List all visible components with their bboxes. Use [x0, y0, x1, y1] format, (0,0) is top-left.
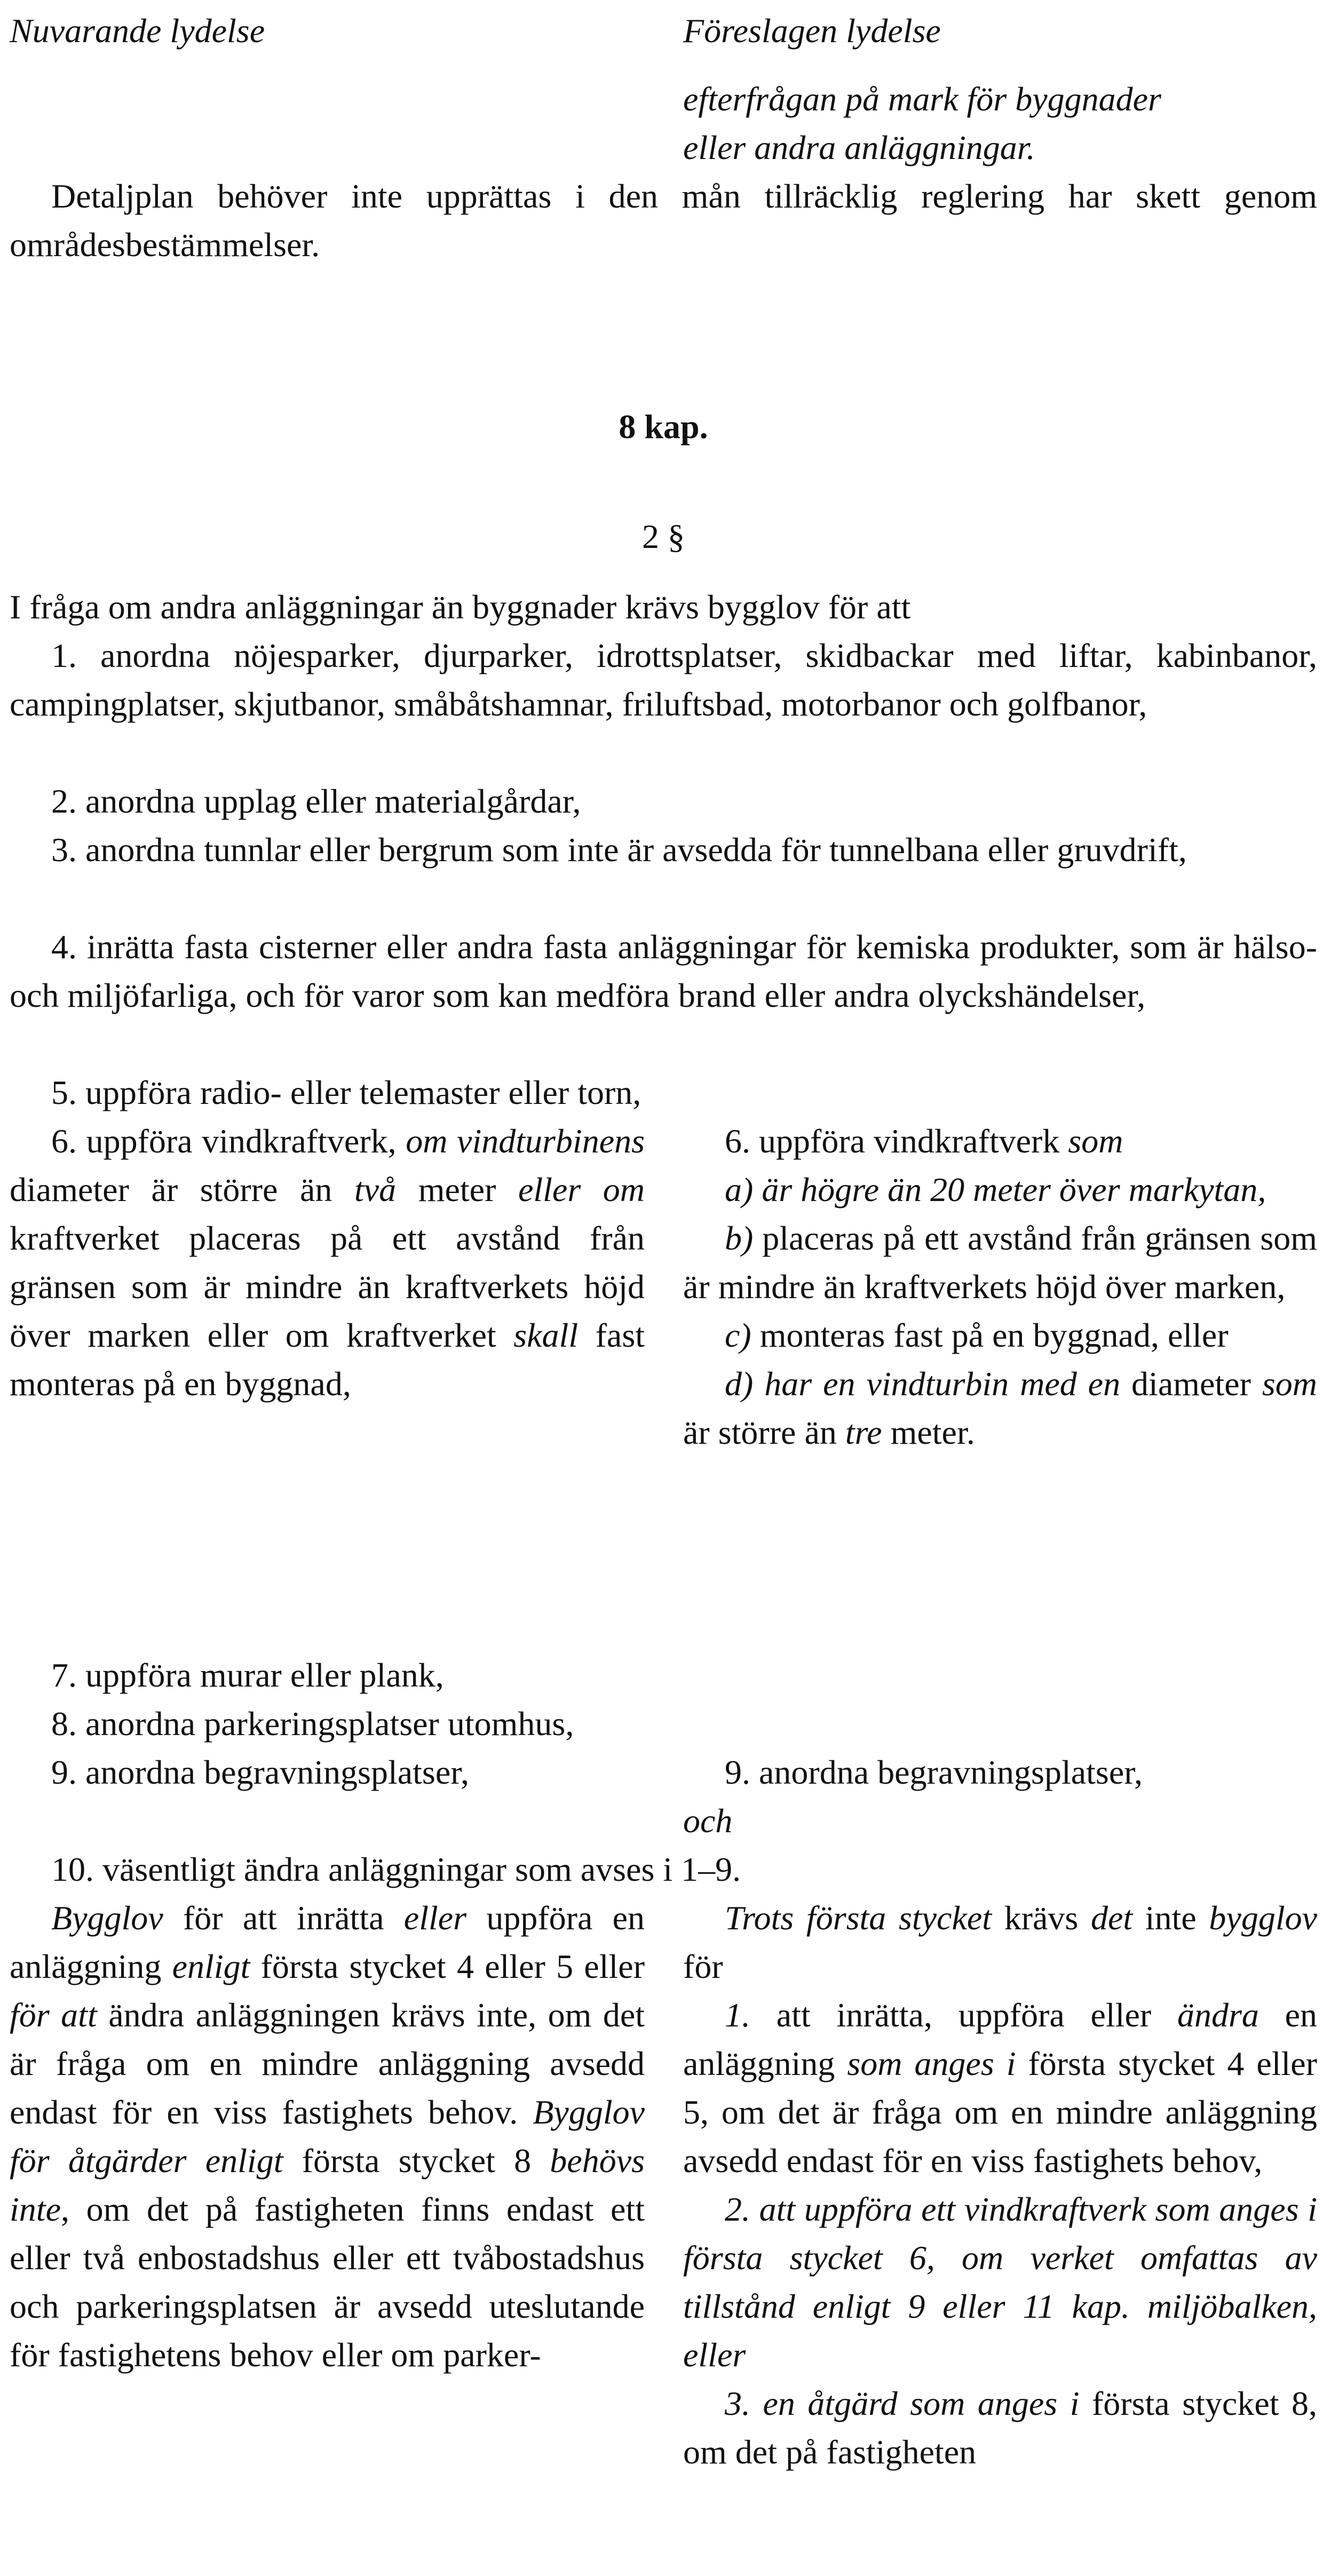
top-right-continuation [683, 75, 1317, 172]
item-6-current [10, 1117, 645, 1408]
list-item-5: 5. uppföra radio- eller telemaster eller torn, [51, 1074, 641, 1111]
text-run: som [1262, 1365, 1318, 1403]
text-run: Bygglov [51, 1899, 163, 1937]
chapter-heading [10, 402, 1317, 451]
header-proposed-wording: Föreslagen lydelse [683, 12, 941, 50]
text-run: första stycket 4 eller 5, om det är fråga om en mindre anläggning avsedd endast för en viss fastighets behov, [683, 2045, 1318, 2180]
final-p3 [683, 2185, 1317, 2379]
item-6-d [683, 1359, 1317, 1457]
section-heading: 2 § [642, 518, 685, 555]
paragraph-detaljplan: Detaljplan behöver inte upprättas i den mån tillräcklig reglering har skett genom områdesbestämmelser. [10, 177, 1317, 264]
text-run: första stycket 8 [283, 2142, 550, 2180]
text-run: eller [403, 1899, 467, 1937]
final-p2 [683, 1991, 1317, 2185]
text-run: som anges i [847, 2045, 1016, 2082]
text-run: enligt [172, 1947, 250, 1985]
text-run: a) är högre än 20 meter över markytan, [725, 1171, 1266, 1209]
text-run: b) [725, 1219, 754, 1257]
item-9-line: 9. anordna begravningsplatser, [725, 1753, 1143, 1791]
text-run: krävs [992, 1899, 1091, 1937]
chapter-title: 8 kap. [619, 408, 708, 446]
text-line: efterfrågan på mark för byggnader [683, 80, 1161, 118]
text-run: ändra anläggningen krävs inte, om det är fråga om en mindre anläggning avsedd endast för en viss fastighets behov. [10, 1996, 645, 2131]
text-run: placeras på ett avstånd från gränsen som är mindre än kraftverkets höjd över marken, [683, 1219, 1317, 1306]
text-run [447, 1122, 457, 1160]
text-run: en anläggning [683, 1996, 1318, 2082]
text-run: 1. [725, 1996, 750, 2034]
item-6-intro [683, 1117, 1317, 1165]
text-run: första stycket 4 eller 5 eller [250, 1947, 645, 1985]
text-run: skall [513, 1316, 579, 1354]
text-run: som [1068, 1122, 1123, 1160]
text-run: c) [725, 1316, 751, 1354]
text-run: meter [396, 1171, 518, 1209]
text-run: 2. att uppföra ett vindkraftverk som anges i första stycket 6, om verket omfattas av tillstånd enligt 9 eller 11 kap. miljöbalken, eller [683, 2190, 1317, 2374]
list-item-1: 1. anordna nöjesparker, djurparker, idrottsplatser, skidbackar med liftar, kabinbanor, campingplatser, skjutbanor, småbåtshamnar, friluftsbad, motorbanor och golfbanor, [10, 637, 1317, 723]
text-run: diameter [1120, 1365, 1262, 1403]
final-paragraph-current [10, 1894, 645, 2379]
final-p4 [683, 2379, 1317, 2476]
text-run: 3. en åtgärd som anges i [725, 2384, 1080, 2422]
text-run: kraftverket placeras på ett avstånd från gränsen som är mindre än kraftverkets höjd över marken eller om kraftverket [10, 1219, 645, 1354]
text-run: om [406, 1122, 448, 1160]
text-run: monteras fast på en byggnad, eller [751, 1316, 1229, 1354]
text-run: Trots första stycket [725, 1899, 992, 1937]
text-run: det [1090, 1899, 1133, 1937]
item-6-c [683, 1311, 1317, 1359]
text-run: meter. [882, 1413, 975, 1451]
text-run: är större än [683, 1413, 845, 1451]
text-run: behövs inte [10, 2142, 645, 2228]
item-9-current: 9. anordna begravningsplatser, [51, 1753, 469, 1791]
text-run: uppföra en anläggning [10, 1899, 645, 1985]
text-run: vindturbinens [457, 1122, 645, 1160]
text-run: för att [10, 1996, 97, 2034]
item-6-a [683, 1165, 1317, 1214]
text-run: fast monteras på en byggnad, [10, 1316, 645, 1403]
list-item-7: 7. uppföra murar eller plank, [51, 1656, 444, 1694]
item-6-proposed [683, 1117, 1317, 1457]
text-run: inte [1132, 1899, 1209, 1937]
list-item-3: 3. anordna tunnlar eller bergrum som inte är avsedda för tunnelbana eller gruvdrift, [51, 831, 1187, 869]
item-6-b [683, 1214, 1317, 1311]
list-item-2: 2. anordna upplag eller materialgårdar, [51, 782, 581, 820]
text-run: första stycket 8, om det på fastigheten [683, 2384, 1318, 2471]
text-run: diameter är större än [10, 1171, 354, 1209]
text-run: 6. uppföra vindkraftverk, [51, 1122, 406, 1160]
section-intro: I fråga om andra anläggningar än byggnader krävs bygglov för att [10, 588, 911, 626]
text-run: eller om [518, 1171, 645, 1209]
text-run: d) har en vindturbin med en [725, 1365, 1121, 1403]
text-run: Bygglov för åtgärder enligt [10, 2093, 645, 2180]
item-9-proposed [683, 1748, 1317, 1845]
text-run: ändra [1177, 1996, 1259, 2034]
text-run: , om det på fastigheten finns endast ett eller två enbostadshus eller ett tvåbostadshus och parkeringsplatsen är avsedd uteslutande för fastighetens behov eller om parker- [10, 2190, 645, 2374]
text-run: att inrätta, uppföra eller [750, 1996, 1177, 2034]
list-item-4: 4. inrätta fasta cisterner eller andra fasta anläggningar för kemiska produkter, som är hälso- och miljöfarliga, och för varor som kan medföra brand eller andra olyckshändelser, [10, 928, 1317, 1014]
text-run: för att inrätta [163, 1899, 404, 1937]
text-run: tre [845, 1413, 882, 1451]
text-run: bygglov [1209, 1899, 1318, 1937]
list-item-8: 8. anordna parkeringsplatser utomhus, [51, 1705, 574, 1743]
text-run: och [683, 1802, 733, 1840]
list-item-10: 10. väsentligt ändra anläggningar som avses i 1–9. [51, 1850, 741, 1888]
text-run: för [683, 1947, 723, 1985]
final-p1 [683, 1894, 1317, 1991]
text-run: 6. uppföra vindkraftverk [725, 1122, 1068, 1160]
text-run: två [354, 1171, 397, 1209]
final-paragraph-proposed [683, 1894, 1317, 2476]
text-line: eller andra anläggningar. [683, 129, 1035, 166]
header-current-wording: Nuvarande lydelse [10, 12, 265, 50]
